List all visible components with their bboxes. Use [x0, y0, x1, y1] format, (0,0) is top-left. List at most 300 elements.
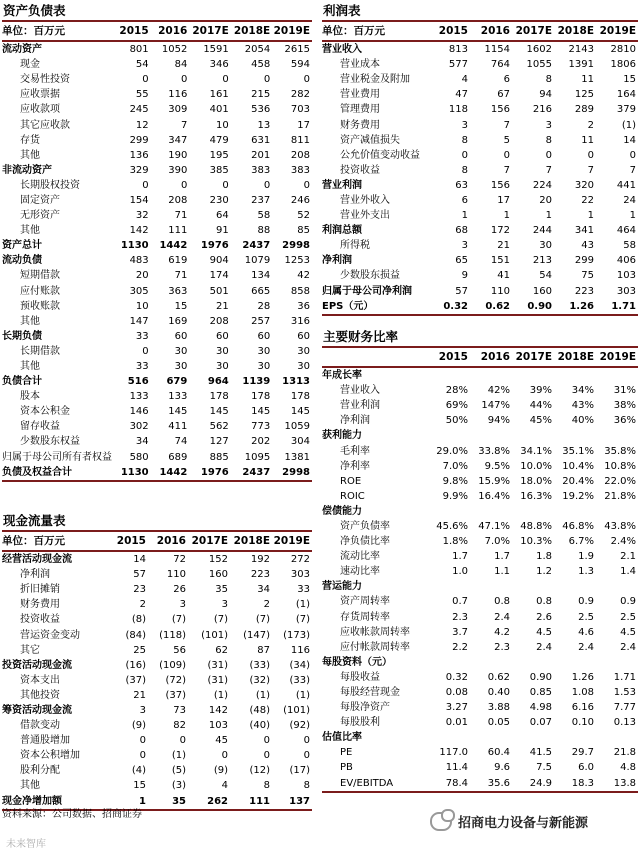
table-row — [322, 715, 638, 730]
row-label: 偿债能力 — [322, 505, 362, 517]
value-cell: 441 — [616, 179, 636, 191]
value-cell: (7) — [255, 614, 270, 626]
value-cell: 379 — [616, 104, 636, 116]
value-cell: 904 — [209, 255, 229, 267]
value-cell: 7.77 — [613, 702, 636, 714]
value-cell: 316 — [290, 315, 310, 327]
value-cell: 74 — [174, 436, 188, 448]
value-cell: 619 — [168, 255, 188, 267]
value-cell: (7) — [295, 614, 310, 626]
value-cell: 30 — [257, 361, 271, 373]
value-cell: 35 — [215, 584, 228, 596]
header-year-cell: 2019E — [596, 347, 638, 367]
value-cell: 346 — [209, 59, 229, 71]
value-cell: (1) — [295, 599, 310, 611]
value-cell: 34% — [571, 385, 594, 397]
balance-sheet-table — [2, 20, 312, 482]
table-row — [2, 314, 312, 329]
value-cell: 164 — [616, 89, 636, 101]
value-cell: 26 — [173, 584, 186, 596]
value-cell: 54 — [539, 270, 552, 282]
value-cell: 156 — [490, 104, 510, 116]
value-cell: (37) — [125, 674, 146, 686]
value-cell: 38% — [613, 400, 636, 412]
value-cell: 0 — [303, 750, 310, 762]
value-cell: 9.6 — [494, 762, 510, 774]
table-row — [322, 504, 638, 519]
value-cell: 0 — [263, 735, 270, 747]
value-cell: 0.08 — [445, 687, 468, 699]
row-label: 净利润 — [322, 255, 352, 267]
value-cell: (5) — [171, 765, 186, 777]
table-row — [2, 223, 312, 238]
value-cell: (8) — [131, 614, 146, 626]
row-label: 每股净资产 — [340, 702, 390, 714]
value-cell: 464 — [616, 225, 636, 237]
value-cell — [470, 730, 512, 745]
row-label: PE — [340, 747, 353, 759]
value-cell: (72) — [165, 674, 186, 686]
row-label: 营业外收入 — [340, 194, 390, 206]
value-cell: 43% — [571, 400, 594, 412]
value-cell: (40) — [249, 720, 270, 732]
value-cell: 18.3 — [554, 776, 596, 792]
header-year-cell: 2019E — [272, 531, 312, 551]
row-label: 其它应收款 — [20, 119, 70, 131]
value-cell: 47.1% — [478, 520, 510, 532]
brand-name: 招商电力设备与新能源 — [458, 816, 589, 831]
header-unit-cell: 单位：百万元 — [2, 21, 112, 41]
value-cell — [470, 504, 512, 519]
table-row — [2, 419, 312, 434]
value-cell: 4.6 — [578, 626, 594, 638]
value-cell: 7 — [503, 119, 510, 131]
watermark: 未来智库 — [6, 839, 46, 850]
table-row — [322, 489, 638, 504]
row-label: 净利润 — [340, 415, 370, 427]
row-label: 经营活动现金流 — [2, 554, 72, 566]
value-cell: 11 — [581, 134, 594, 146]
value-cell — [554, 579, 596, 594]
value-cell: 1442 — [151, 465, 190, 481]
table-row — [2, 643, 312, 658]
value-cell: 134 — [251, 270, 271, 282]
value-cell: 36% — [613, 415, 636, 427]
value-cell: 1.08 — [571, 687, 594, 699]
value-cell: 58 — [257, 210, 271, 222]
row-label: 营业税金及附加 — [340, 74, 410, 86]
row-label: 归属于母公司所有者权益 — [2, 451, 112, 463]
value-cell: 1976 — [200, 240, 229, 252]
value-cell — [428, 504, 470, 519]
value-cell: 0.7 — [452, 596, 468, 608]
value-cell: 2 — [139, 599, 146, 611]
balance-sheet-panel — [2, 2, 312, 482]
header-year-cell: 2017E — [188, 531, 230, 551]
table-row — [322, 730, 638, 745]
value-cell: 383 — [290, 164, 310, 176]
row-label: 营运资金变动 — [20, 629, 80, 641]
value-cell: (33) — [289, 674, 310, 686]
value-cell: 94% — [487, 415, 510, 427]
value-cell: 2998 — [282, 240, 310, 252]
value-cell — [554, 367, 596, 383]
value-cell: 303 — [616, 285, 636, 297]
value-cell: 272 — [290, 554, 310, 566]
income-statement-panel — [322, 2, 638, 316]
row-label: 净利润 — [20, 569, 50, 581]
value-cell: 30 — [257, 345, 271, 357]
value-cell: 10.0% — [520, 460, 552, 472]
value-cell: 320 — [574, 179, 594, 191]
table-row — [2, 567, 312, 582]
table-row — [322, 72, 638, 87]
table-row — [322, 299, 638, 315]
row-label: 利润总额 — [322, 225, 362, 237]
value-cell: (31) — [207, 659, 228, 671]
row-label: 股利分配 — [20, 765, 60, 777]
value-cell: 363 — [168, 285, 188, 297]
value-cell: 71 — [174, 270, 188, 282]
value-cell: 3 — [221, 599, 228, 611]
value-cell: 137 — [272, 794, 312, 810]
value-cell: 142 — [208, 704, 228, 716]
row-label: 资产总计 — [2, 240, 42, 252]
value-cell: 2054 — [244, 44, 271, 56]
value-cell: 9.5% — [484, 460, 510, 472]
header-year-cell: 2017E — [512, 21, 554, 41]
row-label: 其他 — [20, 315, 40, 327]
value-cell: 858 — [290, 285, 310, 297]
value-cell: 813 — [448, 44, 468, 56]
value-cell: 1.7 — [494, 551, 510, 563]
value-cell: 216 — [532, 104, 552, 116]
value-cell: 147 — [129, 315, 149, 327]
value-cell: 244 — [532, 225, 552, 237]
value-cell: 2143 — [568, 44, 594, 56]
header-row — [322, 347, 638, 367]
table-row — [2, 688, 312, 703]
table-row — [2, 627, 312, 642]
value-cell: 11.4 — [445, 762, 468, 774]
value-cell: 7 — [545, 164, 552, 176]
row-label: 应收帐款周转率 — [340, 626, 410, 638]
value-cell: 15 — [623, 74, 636, 86]
table-row — [322, 474, 638, 489]
table-row — [322, 413, 638, 428]
value-cell: 1313 — [282, 376, 310, 388]
value-cell: 48.8% — [520, 520, 552, 532]
table-row — [322, 549, 638, 564]
value-cell: 347 — [168, 134, 188, 146]
financial-ratios-table — [322, 346, 638, 793]
value-cell: 329 — [129, 164, 149, 176]
table-row — [2, 268, 312, 283]
value-cell: 2437 — [231, 465, 272, 481]
value-cell — [512, 730, 554, 745]
header-year-cell: 2015 — [112, 21, 151, 41]
row-label: 营业利润 — [322, 179, 362, 191]
value-cell: (147) — [243, 629, 270, 641]
row-label: 资产负债率 — [340, 520, 390, 532]
value-cell — [512, 504, 554, 519]
row-label: 少数股东损益 — [340, 270, 400, 282]
row-label: 负债及权益合计 — [2, 465, 112, 481]
value-cell: 0 — [545, 149, 552, 161]
value-cell: 56 — [173, 644, 186, 656]
value-cell: 10 — [216, 119, 229, 131]
wechat-icon — [430, 812, 452, 831]
header-year-cell: 2017E — [512, 347, 554, 367]
value-cell: 282 — [290, 89, 310, 101]
value-cell: 60 — [257, 330, 271, 342]
value-cell: (48) — [249, 704, 270, 716]
row-label: 公允价值变动收益 — [340, 149, 420, 161]
income-statement-table — [322, 20, 638, 316]
table-row — [2, 718, 312, 733]
value-cell — [428, 579, 470, 594]
value-cell: 2 — [263, 599, 270, 611]
row-label: ROIC — [340, 490, 365, 502]
table-row — [2, 329, 312, 344]
value-cell: 0.05 — [487, 717, 510, 729]
value-cell: (9) — [131, 720, 146, 732]
value-cell — [554, 428, 596, 443]
value-cell: 2.4 — [494, 611, 510, 623]
row-label: 净负债比率 — [340, 536, 390, 548]
row-label: 其他投资 — [20, 689, 60, 701]
value-cell: 21 — [497, 240, 510, 252]
table-row — [322, 428, 638, 443]
value-cell: 801 — [129, 44, 149, 56]
value-cell: (32) — [249, 674, 270, 686]
value-cell: 46.8% — [562, 520, 594, 532]
value-cell: 262 — [188, 794, 230, 810]
value-cell: 0.8 — [536, 596, 552, 608]
table-row — [322, 519, 638, 534]
value-cell — [554, 730, 596, 745]
value-cell: 118 — [448, 104, 468, 116]
value-cell: 1095 — [244, 451, 271, 463]
value-cell: 1.3 — [578, 566, 594, 578]
header-year-cell: 2015 — [428, 347, 470, 367]
value-cell: 309 — [168, 104, 188, 116]
value-cell: 192 — [250, 554, 270, 566]
value-cell: 2437 — [242, 240, 271, 252]
value-cell: 0 — [629, 149, 636, 161]
cash-flow-panel — [2, 512, 312, 811]
value-cell: 174 — [209, 270, 229, 282]
value-cell: 237 — [251, 194, 271, 206]
value-cell: 85 — [297, 225, 310, 237]
value-cell: 35.1% — [562, 445, 594, 457]
table-row — [2, 102, 312, 117]
value-cell: 2.4 — [620, 641, 636, 653]
value-cell: 224 — [532, 179, 552, 191]
value-cell: (1) — [171, 750, 186, 762]
value-cell: 401 — [209, 104, 229, 116]
value-cell: 117.0 — [439, 747, 468, 759]
table-row — [322, 760, 638, 775]
value-cell: 516 — [127, 376, 149, 388]
value-cell: 41 — [497, 270, 510, 282]
value-cell: 45% — [529, 415, 552, 427]
header-unit-cell: 单位：百万元 — [322, 21, 428, 41]
row-label: 借款变动 — [20, 720, 60, 732]
table-row — [2, 299, 312, 314]
value-cell: 0 — [503, 149, 510, 161]
row-label: 其它 — [20, 644, 40, 656]
value-cell: 84 — [174, 59, 188, 71]
row-label: 营业成本 — [340, 59, 380, 71]
value-cell: 146 — [129, 406, 149, 418]
value-cell — [512, 367, 554, 383]
header-unit-cell — [322, 347, 428, 367]
value-cell: 2.2 — [452, 641, 468, 653]
value-cell: 10.3% — [520, 536, 552, 548]
value-cell: 0.62 — [470, 299, 512, 315]
value-cell: 3.7 — [452, 626, 468, 638]
value-cell: 87 — [257, 644, 270, 656]
value-cell: 19.2% — [562, 490, 594, 502]
table-row — [2, 404, 312, 419]
table-row — [322, 398, 638, 413]
value-cell: 2.3 — [452, 611, 468, 623]
value-cell: 60 — [297, 330, 310, 342]
value-cell: 1139 — [242, 376, 271, 388]
header-year-cell: 2017E — [189, 21, 230, 41]
value-cell: 885 — [209, 451, 229, 463]
value-cell: 21.8 — [613, 747, 636, 759]
table-row — [2, 673, 312, 688]
value-cell — [470, 367, 512, 383]
row-label: 其他 — [20, 149, 40, 161]
value-cell: 1130 — [112, 465, 151, 481]
value-cell — [596, 428, 638, 443]
table-row — [2, 163, 312, 178]
value-cell: 594 — [290, 59, 310, 71]
value-cell: 304 — [290, 436, 310, 448]
value-cell: (4) — [131, 765, 146, 777]
value-cell: 45.6% — [436, 520, 468, 532]
table-row — [2, 193, 312, 208]
row-label: 长期股权投资 — [20, 179, 80, 191]
value-cell: 1.26 — [554, 299, 596, 315]
row-label: 短期借款 — [20, 270, 60, 282]
value-cell: 580 — [129, 451, 149, 463]
value-cell: 111 — [168, 225, 188, 237]
value-cell: (17) — [289, 765, 310, 777]
row-label: 长期借款 — [20, 345, 60, 357]
value-cell: 78.4 — [428, 776, 470, 792]
value-cell: 390 — [168, 164, 188, 176]
value-cell: 21 — [133, 689, 146, 701]
value-cell: 0 — [139, 750, 146, 762]
table-row — [2, 57, 312, 72]
value-cell: 195 — [209, 149, 229, 161]
table-row — [322, 238, 638, 253]
value-cell: 383 — [251, 164, 271, 176]
value-cell: 35 — [148, 794, 188, 810]
value-cell: (173) — [283, 629, 310, 641]
value-cell: (84) — [125, 629, 146, 641]
table-row — [2, 117, 312, 132]
value-cell: 385 — [209, 164, 229, 176]
value-cell: 1 — [545, 210, 552, 222]
value-cell: 43.8% — [604, 520, 636, 532]
value-cell: 1 — [629, 210, 636, 222]
value-cell: 0.13 — [613, 717, 636, 729]
value-cell: 0.32 — [445, 671, 468, 683]
table-row — [2, 208, 312, 223]
value-cell: 36 — [297, 300, 310, 312]
value-cell: 411 — [168, 421, 188, 433]
value-cell: 1 — [461, 210, 468, 222]
value-cell: 29.7 — [571, 747, 594, 759]
value-cell: 17 — [297, 119, 310, 131]
value-cell: (31) — [207, 674, 228, 686]
value-cell: 73 — [173, 704, 186, 716]
value-cell: 479 — [209, 134, 229, 146]
row-label: 获利能力 — [322, 430, 362, 442]
value-cell: 160 — [532, 285, 552, 297]
table-row — [322, 87, 638, 102]
header-row — [322, 21, 638, 41]
value-cell: 11 — [581, 74, 594, 86]
value-cell: 0 — [180, 74, 188, 86]
value-cell: 0.9 — [620, 596, 636, 608]
row-label: 固定资产 — [20, 194, 60, 206]
value-cell: 71 — [174, 210, 188, 222]
value-cell: 2.6 — [536, 611, 552, 623]
value-cell: 30 — [174, 361, 188, 373]
row-label: 存货周转率 — [340, 611, 390, 623]
row-label: 财务费用 — [20, 599, 60, 611]
row-label: 所得税 — [340, 240, 370, 252]
value-cell: 190 — [168, 149, 188, 161]
table-row — [322, 383, 638, 398]
value-cell: 1381 — [284, 451, 310, 463]
value-cell: 103 — [616, 270, 636, 282]
row-label: 估值比率 — [322, 732, 362, 744]
value-cell: (7) — [171, 614, 186, 626]
row-label: 交易性投资 — [20, 74, 70, 86]
value-cell: 536 — [251, 104, 271, 116]
header-year-cell: 2018E — [231, 21, 272, 41]
value-cell: 2.3 — [494, 641, 510, 653]
row-label: 营业收入 — [322, 44, 362, 56]
row-label: 流动资产 — [2, 44, 42, 56]
value-cell: 35.6 — [470, 776, 512, 792]
value-cell: 44% — [529, 400, 552, 412]
value-cell: 41.5 — [529, 747, 552, 759]
table-row — [2, 612, 312, 627]
value-cell: 33.8% — [478, 445, 510, 457]
value-cell: (101) — [201, 629, 228, 641]
value-cell: 30 — [174, 345, 188, 357]
value-cell: 110 — [166, 569, 186, 581]
row-label: 营运能力 — [322, 581, 362, 593]
value-cell: 58 — [623, 240, 636, 252]
value-cell: 764 — [490, 59, 510, 71]
value-cell — [596, 367, 638, 383]
value-cell: 1.53 — [613, 687, 636, 699]
value-cell: 1.0 — [452, 566, 468, 578]
value-cell: 9.8% — [442, 475, 468, 487]
value-cell: 160 — [208, 569, 228, 581]
row-label: 营业费用 — [340, 89, 380, 101]
table-row — [322, 57, 638, 72]
